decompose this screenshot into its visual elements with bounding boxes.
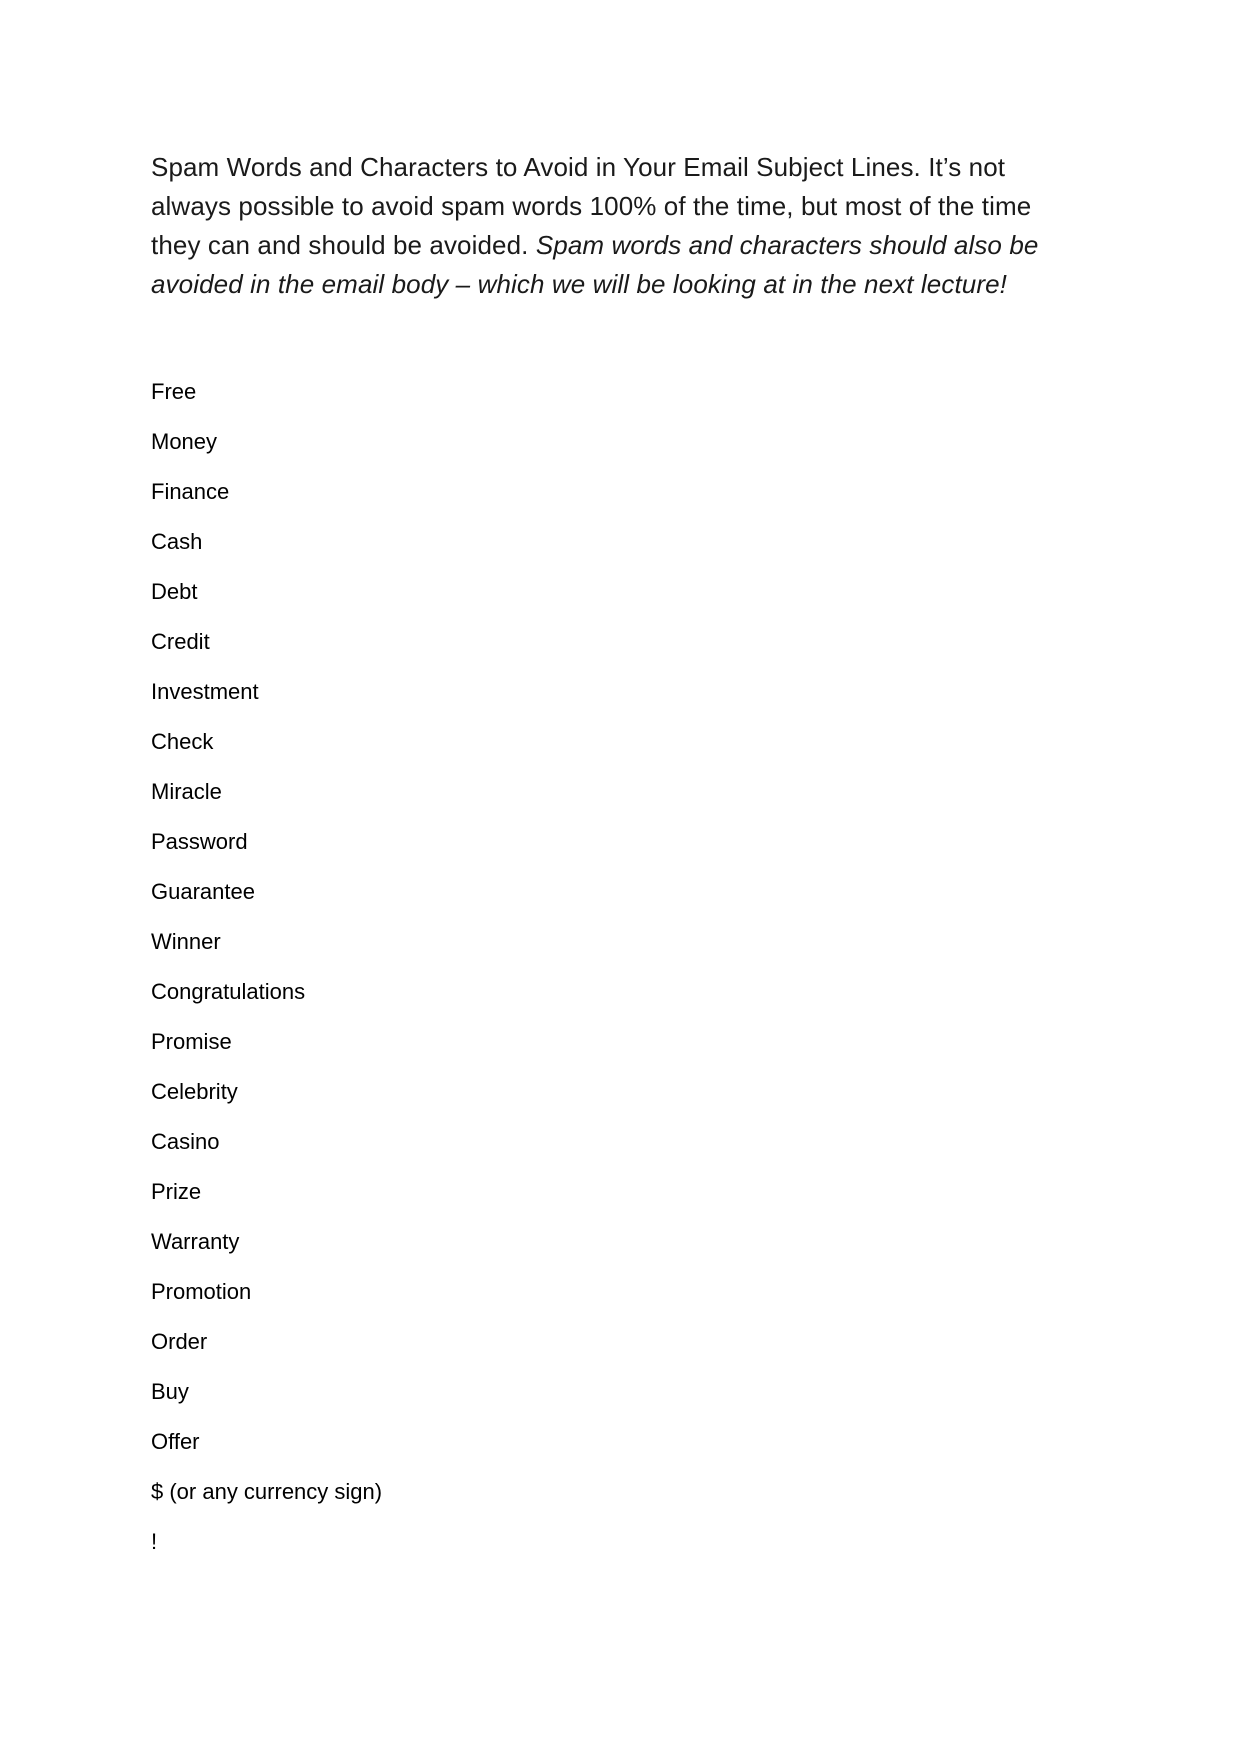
list-item: $ (or any currency sign) xyxy=(151,1479,383,1504)
list-item: Money xyxy=(151,429,218,454)
list-item: Celebrity xyxy=(151,1079,238,1104)
list-item: Prize xyxy=(151,1179,202,1204)
list-item: Free xyxy=(151,379,197,404)
list-item: Debt xyxy=(151,579,198,604)
list-item: Investment xyxy=(151,679,259,704)
list-item: Offer xyxy=(151,1429,200,1454)
list-item: Promise xyxy=(151,1029,232,1054)
list-item: Credit xyxy=(151,629,210,654)
list-item: Promotion xyxy=(151,1279,252,1304)
intro-text: Spam Words and Characters to Avoid in Your Email Subject Lines. It’s not always possible to avoid spam words 100% of the time, but most of the time they can and should be avoided. xyxy=(151,152,1032,260)
list-item: Miracle xyxy=(151,779,222,804)
list-item: Check xyxy=(151,729,214,754)
list-item: Order xyxy=(151,1329,208,1354)
list-item: Cash xyxy=(151,529,203,554)
list-item: Congratulations xyxy=(151,979,306,1004)
list-item: Casino xyxy=(151,1129,220,1154)
list-item: Winner xyxy=(151,929,221,954)
intro-italic-note: Spam words and characters should also be avoided in the email body – which we will be looking at in the next lecture! xyxy=(151,230,1039,299)
list-item: Password xyxy=(151,829,248,854)
list-item: ! xyxy=(151,1529,158,1554)
list-item: Buy xyxy=(151,1379,189,1404)
list-item: Warranty xyxy=(151,1229,240,1254)
intro-paragraph xyxy=(151,148,1081,304)
list-item: Guarantee xyxy=(151,879,255,904)
spam-word-list xyxy=(151,367,382,1567)
list-item: Finance xyxy=(151,479,230,504)
